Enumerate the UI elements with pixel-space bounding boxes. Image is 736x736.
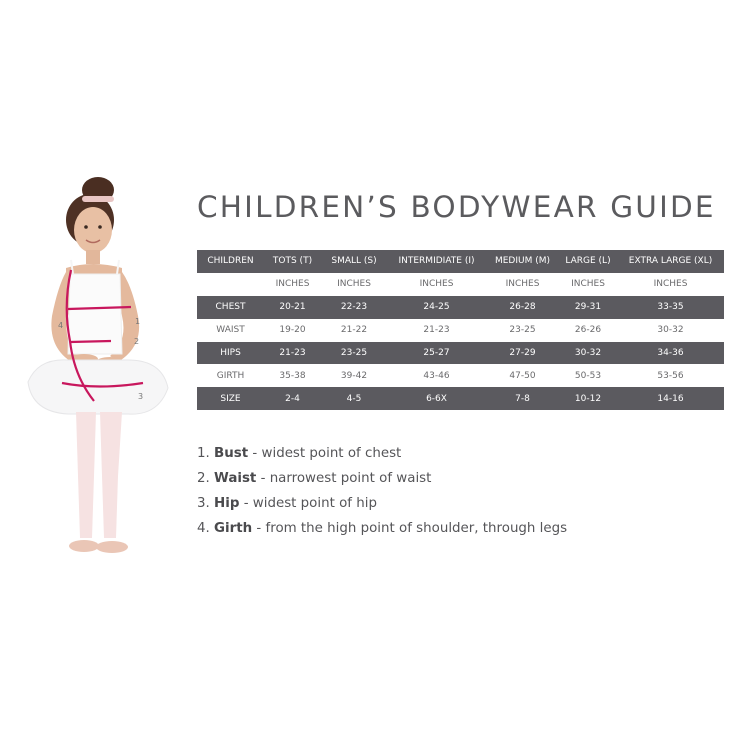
note-description: - narrowest point of waist [256,471,432,486]
table-cell: 23-25 [486,319,559,342]
note-description: - widest point of hip [239,496,377,511]
unit-cell: INCHES [387,273,486,296]
table-cell: 23-25 [321,342,387,365]
row-label: WAIST [197,319,264,342]
unit-cell: INCHES [559,273,617,296]
table-cell: 26-28 [486,296,559,319]
child-illustration [18,176,183,566]
unit-cell [197,273,264,296]
note-girth [197,519,567,544]
note-number: 1. [197,446,210,461]
row-label: SIZE [197,387,264,410]
header-intermediate: INTERMIDIATE (I) [387,250,486,273]
header-medium: MEDIUM (M) [486,250,559,273]
units-row [197,273,724,296]
table-cell: 21-22 [321,319,387,342]
table-cell: 19-20 [264,319,321,342]
unit-cell: INCHES [617,273,724,296]
table-cell: 26-26 [559,319,617,342]
table-cell: 20-21 [264,296,321,319]
table-header-row [197,250,724,273]
note-term: Bust [214,446,249,461]
header-small: SMALL (S) [321,250,387,273]
table-cell: 24-25 [387,296,486,319]
header-tots: TOTS (T) [264,250,321,273]
table-cell: 10-12 [559,387,617,410]
measure-label-4: 4 [58,321,64,330]
table-cell: 43-46 [387,364,486,387]
table-cell: 39-42 [321,364,387,387]
row-label: GIRTH [197,364,264,387]
table-cell: 50-53 [559,364,617,387]
unit-cell: INCHES [264,273,321,296]
table-cell: 33-35 [617,296,724,319]
table-cell: 30-32 [617,319,724,342]
note-number: 4. [197,521,210,536]
table-cell: 53-56 [617,364,724,387]
child-model-figure [18,176,183,566]
measurement-notes [197,444,567,544]
table-cell: 27-29 [486,342,559,365]
measure-label-3: 3 [138,392,144,401]
table-cell: 21-23 [264,342,321,365]
table-cell: 6-6X [387,387,486,410]
unit-cell: INCHES [321,273,387,296]
note-term: Waist [214,471,257,486]
table-cell: 7-8 [486,387,559,410]
note-hip [197,494,567,519]
table-cell: 29-31 [559,296,617,319]
note-bust [197,444,567,469]
measure-label-2: 2 [134,337,140,346]
table-row-size [197,387,724,410]
header-children: CHILDREN [197,250,264,273]
table-cell: 2-4 [264,387,321,410]
table-cell: 35-38 [264,364,321,387]
table-row-waist [197,319,724,342]
note-term: Hip [214,496,240,511]
table-row-hips [197,342,724,365]
table-cell: 14-16 [617,387,724,410]
note-number: 2. [197,471,210,486]
table-cell: 21-23 [387,319,486,342]
table-cell: 47-50 [486,364,559,387]
table-cell: 4-5 [321,387,387,410]
table-cell: 25-27 [387,342,486,365]
row-label: HIPS [197,342,264,365]
table-row-girth [197,364,724,387]
note-waist [197,469,567,494]
header-extra-large: EXTRA LARGE (XL) [617,250,724,273]
table-cell: 34-36 [617,342,724,365]
note-description: - from the high point of shoulder, through legs [252,521,568,536]
table-row-chest [197,296,724,319]
unit-cell: INCHES [486,273,559,296]
note-term: Girth [214,521,253,536]
page-title: CHILDREN’S BODYWEAR GUIDE [197,190,716,224]
measure-label-1: 1 [135,317,141,326]
note-number: 3. [197,496,210,511]
size-chart-table [197,250,724,410]
header-large: LARGE (L) [559,250,617,273]
table-cell: 30-32 [559,342,617,365]
table-cell: 22-23 [321,296,387,319]
row-label: CHEST [197,296,264,319]
note-description: - widest point of chest [248,446,402,461]
